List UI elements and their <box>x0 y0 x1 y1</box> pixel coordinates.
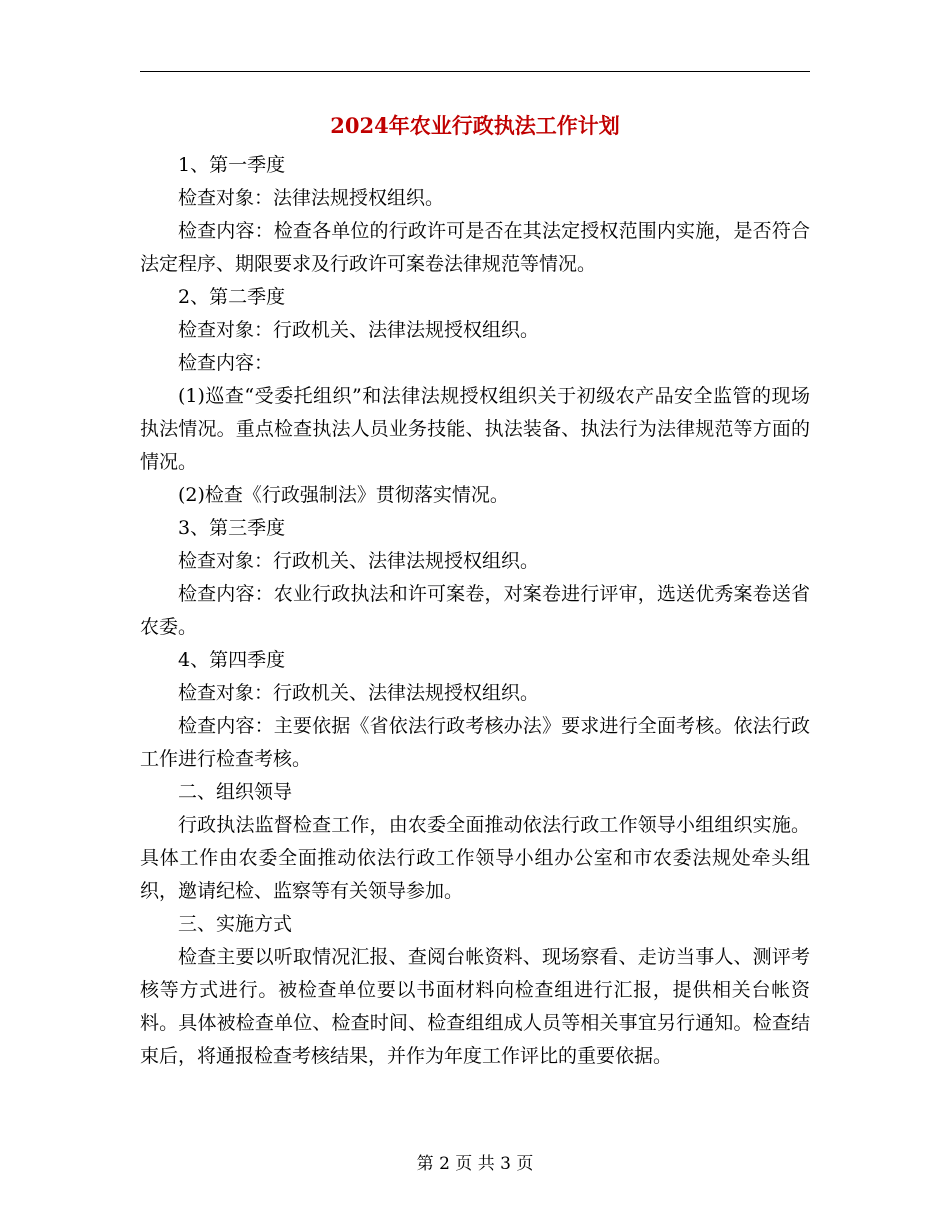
paragraph-implementation: 检查主要以听取情况汇报、查阅台帐资料、现场察看、走访当事人、测评考核等方式进行。被检查单位要以书面材料向检查组进行汇报，提供相关台帐资料。具体被检查单位、检查时间、检查组组成人员等相关事宜另行通知。检查结束后，将通报检查考核结果，并作为年度工作评比的重要依据。 <box>140 946 810 1067</box>
paragraph-q3-heading: 3、第三季度 <box>178 517 286 539</box>
paragraph-q4-target: 检查对象：行政机关、法律法规授权组织。 <box>178 682 540 704</box>
document-title: 2024年农业行政执法工作计划 <box>330 113 620 138</box>
paragraph-organization: 行政执法监督检查工作，由农委全面推动依法行政工作领导小组组织实施。具体工作由农委全面推动依法行政工作领导小组办公室和市农委法规处牵头组织，邀请纪检、监察等有关领导参加。 <box>140 814 810 902</box>
paragraph-q1-content: 检查内容：检查各单位的行政许可是否在其法定授权范围内实施，是否符合法定程序、期限要求及行政许可案卷法律规范等情况。 <box>140 220 810 275</box>
paragraph-q4-content: 检查内容：主要依据《省依法行政考核办法》要求进行全面考核。依法行政工作进行检查考核。 <box>140 715 810 770</box>
document-body <box>140 149 810 1073</box>
section-heading-organization: 二、组织领导 <box>178 781 293 803</box>
paragraph-q3-target: 检查对象：行政机关、法律法规授权组织。 <box>178 550 540 572</box>
page-footer: 第 2 页 共 3 页 <box>416 1154 534 1174</box>
section-heading-implementation: 三、实施方式 <box>178 913 293 935</box>
paragraph-q1-heading: 1、第一季度 <box>178 154 286 176</box>
paragraph-q3-content: 检查内容：农业行政执法和许可案卷，对案卷进行评审，选送优秀案卷送省农委。 <box>140 583 810 638</box>
paragraph-q2-heading: 2、第二季度 <box>178 286 286 308</box>
header-rule <box>140 71 810 72</box>
paragraph-q2-content-label: 检查内容： <box>178 352 274 374</box>
paragraph-q2-target: 检查对象：行政机关、法律法规授权组织。 <box>178 319 540 341</box>
paragraph-q2-item-2: (2)检查《行政强制法》贯彻落实情况。 <box>178 484 509 506</box>
paragraph-q1-target: 检查对象：法律法规授权组织。 <box>178 187 445 209</box>
paragraph-q4-heading: 4、第四季度 <box>178 649 286 671</box>
paragraph-q2-item-1: (1)巡查“受委托组织”和法律法规授权组织关于初级农产品安全监管的现场执法情况。重点检查执法人员业务技能、执法装备、执法行为法律规范等方面的情况。 <box>140 385 810 473</box>
